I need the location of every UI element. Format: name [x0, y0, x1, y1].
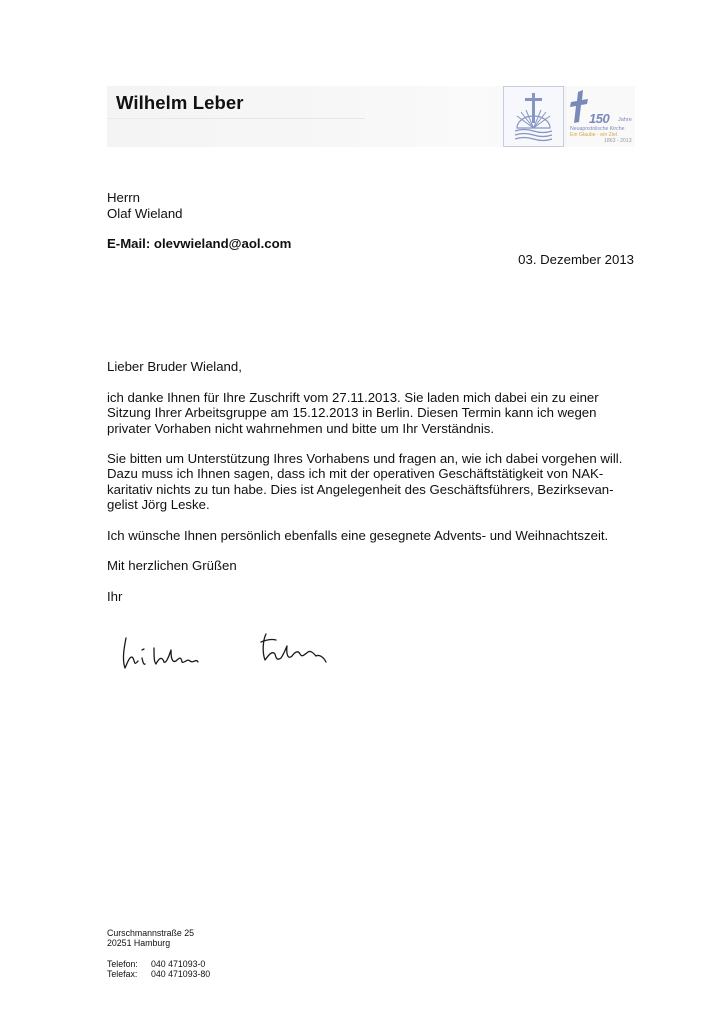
phone-number: 040 471093-0 — [151, 959, 206, 969]
fax-number: 040 471093-80 — [151, 969, 211, 980]
paragraph-line: privater Vorhaben nicht wahrnehmen und bitte um Ihr Verständnis. — [107, 420, 495, 436]
recipient-email-line — [107, 236, 291, 251]
paragraph-line: Sie bitten um Unterstützung Ihres Vorhabens und fragen an, wie ich dabei vorgehen will. — [107, 451, 623, 466]
sender-name: Wilhelm Leber — [116, 92, 244, 113]
footer-city: 20251 Hamburg — [107, 938, 171, 949]
footer-fax-row — [107, 969, 210, 979]
church-logo-icon — [503, 86, 564, 147]
letter-date: 03. Dezember 2013 — [518, 252, 634, 267]
paragraph-1 — [107, 390, 637, 436]
paragraph-line: karitativ nichts zu tun habe. Dies ist Angelegenheit des Geschäftsführers, Bezirksevan- — [107, 481, 614, 497]
paragraph-2 — [107, 451, 637, 513]
phone-label: Telefon: — [107, 959, 138, 969]
paragraph-3: Ich wünsche Ihnen persönlich ebenfalls eine gesegnete Advents- und Weihnachtszeit. — [107, 528, 609, 543]
greeting: Lieber Bruder Wieland, — [107, 359, 242, 374]
anniversary-unit: Jahre — [618, 117, 632, 123]
paragraph-line: ich danke Ihnen für Ihre Zuschrift vom 27.11.2013. Sie laden mich dabei ein zu einer — [107, 390, 599, 405]
anniversary-church-name: Neuapostolische Kirche — [570, 126, 625, 132]
anniversary-motto: Ein Glaube · ein Ziel — [570, 132, 617, 138]
signature-image — [116, 628, 336, 678]
paragraph-line: Sitzung Ihrer Arbeitsgruppe am 15.12.2013 in Berlin. Diesen Termin kann ich wegen — [107, 405, 597, 421]
fax-label: Telefax: — [107, 969, 138, 980]
footer-address — [107, 928, 194, 949]
email-label: E-Mail: — [107, 236, 151, 251]
closing-2: Ihr — [107, 589, 123, 604]
closing: Mit herzlichen Grüßen — [107, 558, 237, 573]
anniversary-number: 150 — [589, 111, 610, 126]
recipient-name: Olaf Wieland — [107, 206, 183, 221]
anniversary-years: 1863 - 2013 — [604, 138, 632, 144]
email-address: olevwieland@aol.com — [153, 236, 292, 251]
footer-street: Curschmannstraße 25 — [107, 928, 195, 938]
footer-phone-row — [107, 959, 210, 969]
recipient-salutation: Herrn — [107, 190, 140, 205]
footer-contact — [107, 959, 210, 980]
letterhead-divider — [107, 118, 365, 119]
paragraph-line: gelist Jörg Leske. — [107, 497, 210, 513]
paragraph-line: Dazu muss ich Ihnen sagen, dass ich mit der operativen Geschäftstätigkeit von NAK- — [107, 466, 604, 482]
